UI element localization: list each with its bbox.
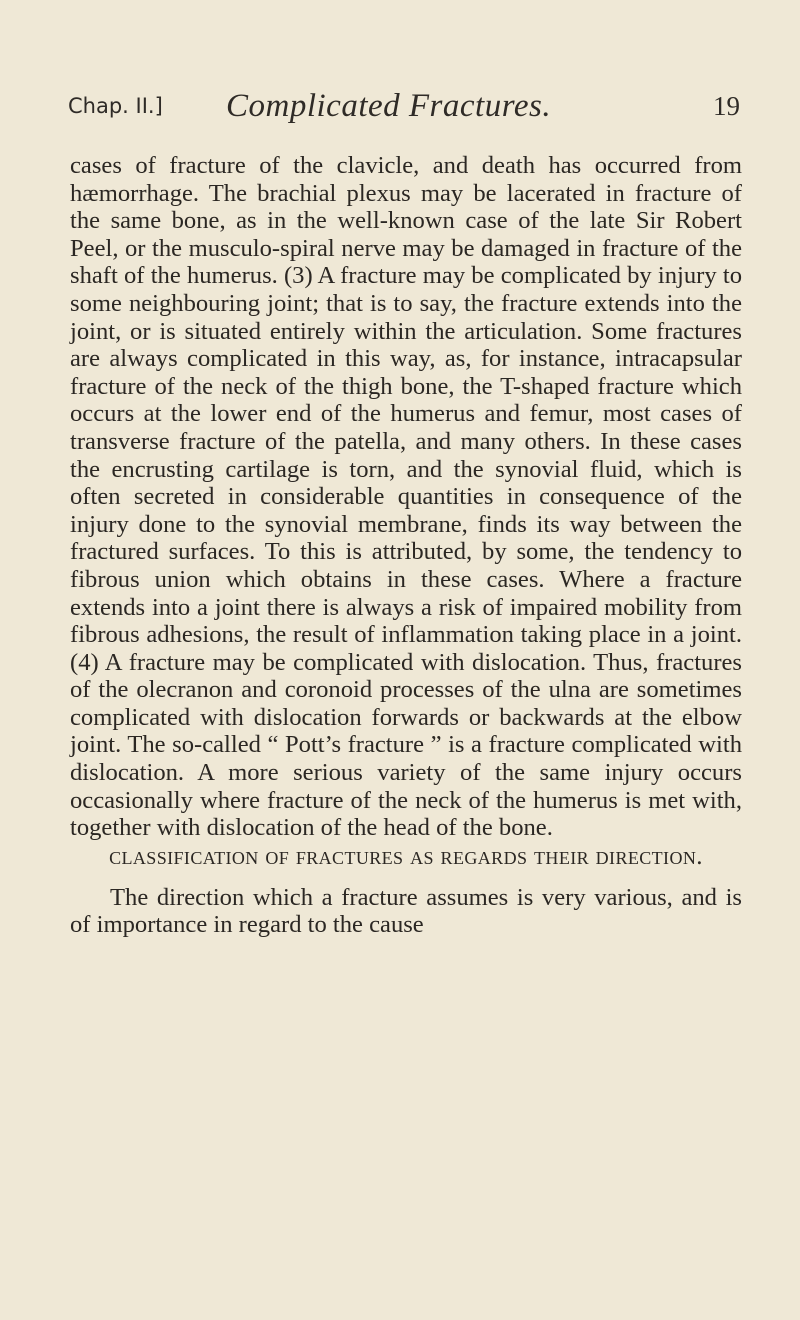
chapter-label: Chap. II.] [68,94,163,118]
running-title: Complicated Fractures. [226,88,552,124]
running-head [68,88,740,128]
body-text [70,152,742,939]
page-number: 19 [713,91,740,121]
paragraph: The direction which a fracture assumes is very various, and is of importance in regard to the cause [70,883,742,939]
paragraph: cases of fracture of the clavicle, and death has occurred from hæmorrhage. The brachial plexus may be lacerated in fracture of the same bone, as in the well-known case of the late Sir Robert Peel, or the musculo-spiral nerve may be damaged in fracture of the shaft of the humerus. (3) A fracture may be complicated by injury to some neighbouring joint; that is to say, the fracture extends into the joint, or is situated entirely within the articulation. Some fractures are always complicated in this way, as, for instance, intracapsular fracture of the neck of the thigh bone, the T-shaped fracture which occurs at the lower end of the humerus and femur, most cases of transverse fracture of the patella, and many others. In these cases the encrusting cartilage is torn, and the synovial fluid, which is often secreted in considerable quantities in consequence of the injury done to the synovial membrane, finds its way between the fractured surfaces. To this is attributed, by some, the tendency to fibrous union which obtains in these cases. Where a fracture extends into a joint there is always a risk of impaired mobility from fibrous adhesions, the result of inflammation taking place in a joint. (4) A fracture may be complicated with dislocation. Thus, fractures of the olecranon and coronoid processes of the ulna are sometimes complicated with dislocation forwards or backwards at the elbow joint. The so-called “ Pott’s fracture ” is a fracture complicated with dislocation. A more serious variety of the same injury occurs occasionally where fracture of the neck of the humerus is met with, together with dislocation of the head of the bone. [70,152,742,842]
section-heading: classification of fractures as regards their direction. [109,842,703,870]
